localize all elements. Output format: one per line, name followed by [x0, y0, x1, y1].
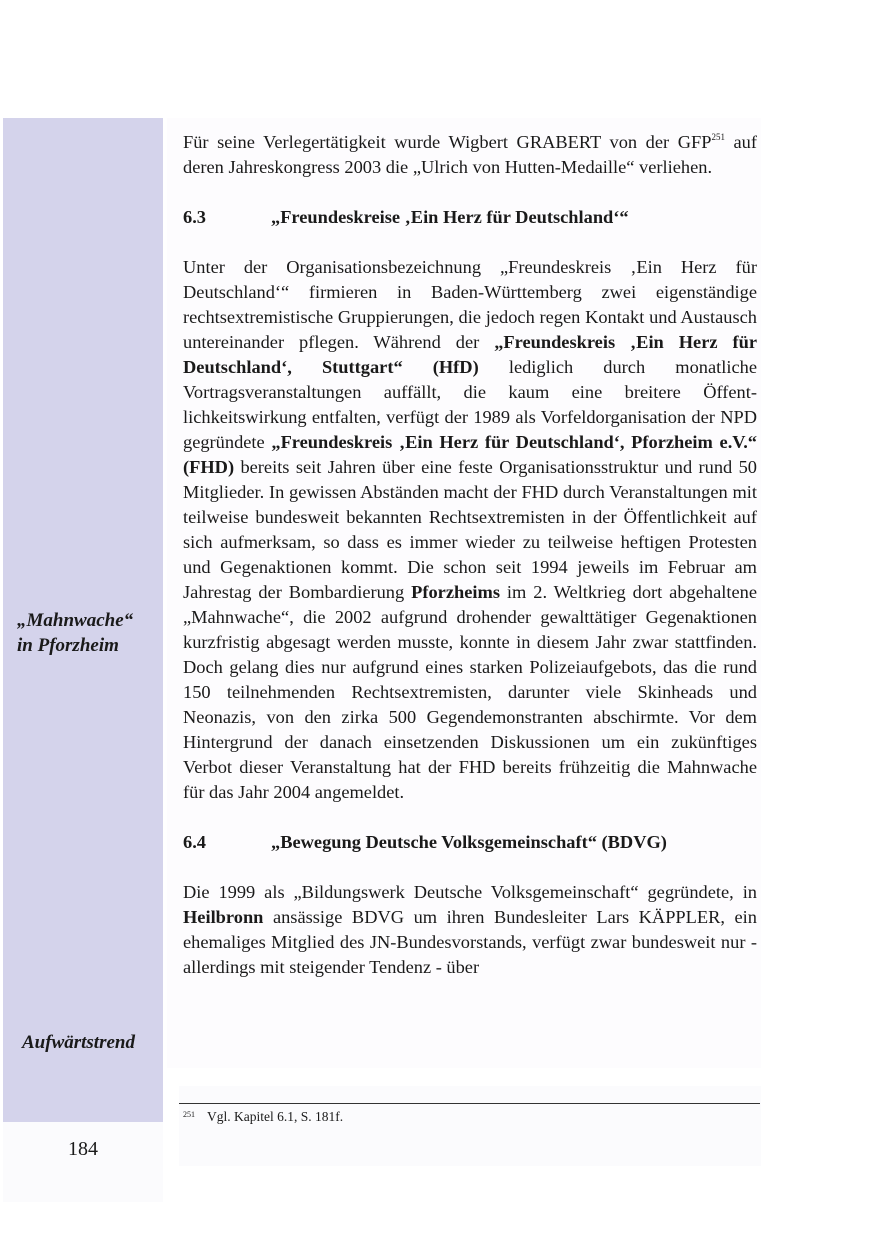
footnote-divider: [179, 1103, 760, 1104]
margin-note-line: in Pforzheim: [17, 635, 119, 656]
paragraph-text: Unter der Organisationsbezeichnung „Freundeskreis ‚Ein Herz für Deutschland‘“ firmieren in Baden-Württemberg zwei eigenständige rechtsextremistische Gruppierungen, die jedoch regen Kontakt und Austausch untereinander pflegen. Während der: [183, 257, 757, 352]
page-number: 184: [68, 1138, 98, 1160]
place-name-heilbronn: Heilbronn: [183, 907, 264, 927]
section-6-3-paragraph: [183, 255, 757, 805]
section-title: „Freundeskreise ‚Ein Herz für Deutschland‘“: [271, 207, 629, 227]
paragraph-text: Die 1999 als „Bildungswerk Deutsche Volksgemeinschaft“ gegründete, in: [183, 882, 757, 902]
intro-text-cont: auf deren Jahreskongress 2003 die „Ulrich von Hutten-Medaille“ verliehen.: [183, 132, 757, 177]
section-heading-6-4: [183, 830, 757, 855]
paragraph-text: lediglich durch monatliche Vortragsveranstaltungen auffällt, die kaum eine breitere Öffentlichkeitswirkung entfalten, verfügt der 1989 als Vorfeldorganisation der NPD gegründete: [183, 357, 757, 452]
footnote-number: 251: [183, 1110, 195, 1119]
paragraph-text: ansässige BDVG um ihren Bundesleiter Lars KÄPPLER, ein ehemaliges Mitglied des JN-Bundesvorstands, verfügt zwar bundesweit nur - allerdings mit steigender Tendenz - über: [183, 907, 757, 977]
section-number: 6.4: [183, 832, 206, 852]
footnote-area: [179, 1086, 761, 1166]
intro-paragraph: [183, 130, 757, 180]
margin-note-aufwaertstrend: Aufwärtstrend: [22, 1032, 135, 1053]
footnote-text: Vgl. Kapitel 6.1, S. 181f.: [207, 1109, 344, 1124]
section-6-4-paragraph: [183, 880, 757, 980]
paragraph-text: bereits seit Jahren über eine feste Organisationsstruktur und rund 50 Mitglieder. In gewissen Abständen macht der FHD durch Veranstaltungen mit teilweise bundesweit bekannten Rechtsextremisten in der Öffentlichkeit auf sich aufmerksam, so dass es immer wieder zu teilweise heftigen Protesten und Gegenaktionen kommt. Die schon seit 1994 jeweils im Februar am Jahrestag der Bombardierung: [183, 457, 757, 602]
org-name-fhd: „Freundeskreis ‚Ein Herz für Deutschland‘, Pforzheim e.V.“ (FHD): [183, 432, 757, 477]
margin-note-mahnwache: [17, 608, 133, 658]
page-number-box: [3, 1122, 163, 1202]
section-heading-6-3: [183, 205, 757, 230]
section-title: „Bewegung Deutsche Volksgemeinschaft“ (BDVG): [271, 832, 667, 852]
paragraph-text: im 2. Weltkrieg dort abgehaltene „Mahnwache“, die 2002 aufgrund drohender gewalttätiger Gegenaktionen kurzfristig abgesagt werden musste, konnte in diesem Jahr zwar stattfinden. Doch gelang dies nur aufgrund eines starken Polizeiaufgebots, das die rund 150 teilnehmenden Rechtsextremisten, darunter viele Skinheads und Neonazis, von den zirka 500 Gegendemonstranten abschirmte. Vor dem Hintergrund der danach einsetzenden Diskussionen um ein zukünftiges Verbot dieser Veranstaltung hat der FHD bereits frühzeitig die Mahnwache für das Jahr 2004 angemeldet.: [183, 582, 757, 802]
margin-note-line: „Mahnwache“: [17, 610, 134, 631]
footnote: [183, 1109, 343, 1125]
intro-text: Für seine Verlegertätigkeit wurde Wigbert GRABERT von der GFP: [183, 132, 712, 152]
place-name-pforzheim: Pforzheims: [411, 582, 500, 602]
footnote-reference[interactable]: 251: [711, 132, 725, 142]
org-name-hfd: „Freundeskreis ‚Ein Herz für Deutschland‘, Stuttgart“ (HfD): [183, 332, 757, 377]
section-number: 6.3: [183, 207, 206, 227]
body-text: [183, 130, 757, 980]
